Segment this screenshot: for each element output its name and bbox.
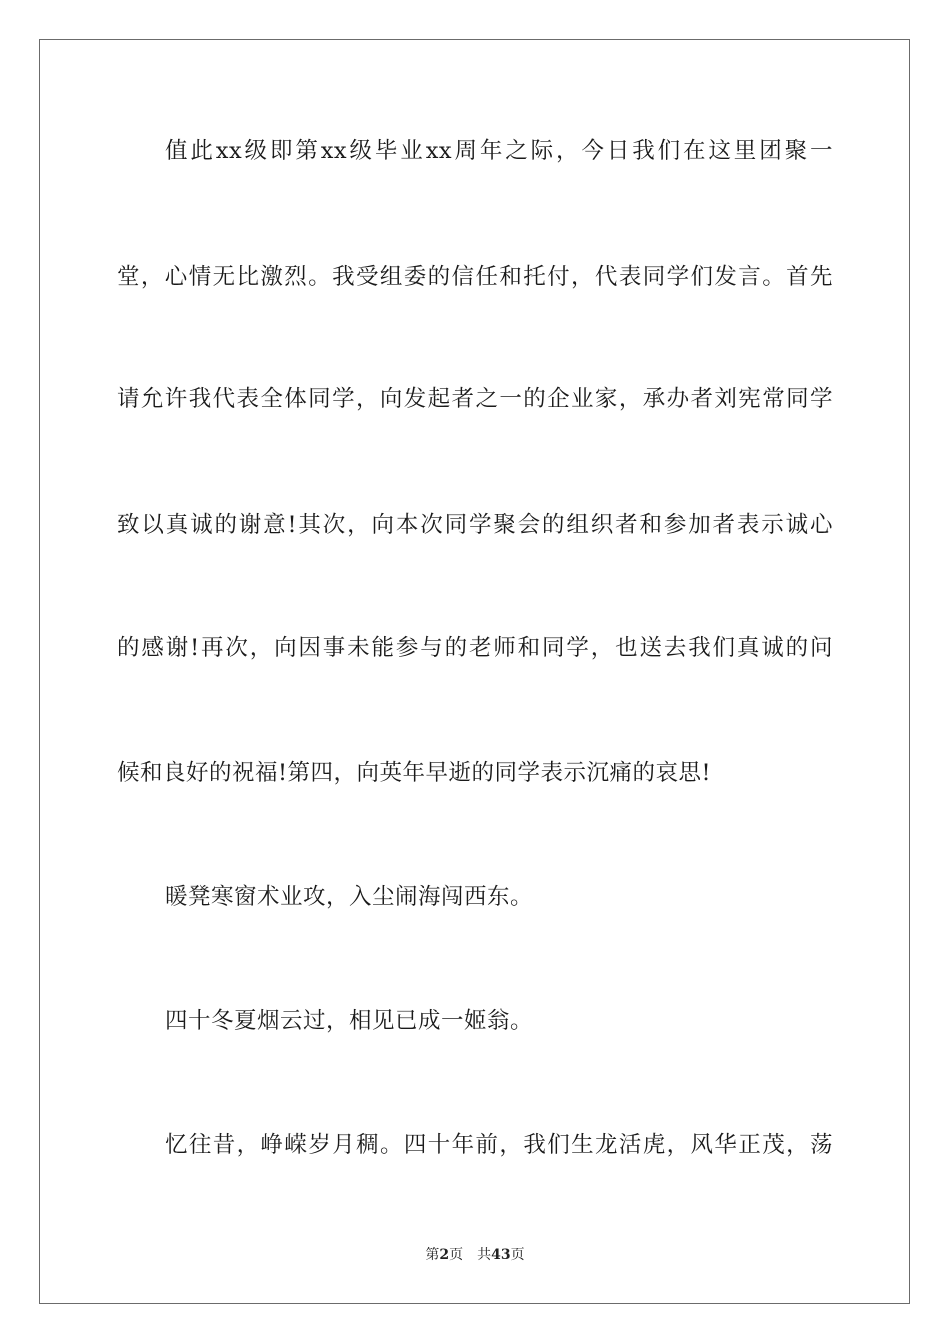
paragraph-1-line-2: 堂，心情无比激烈。我受组委的信任和托付，代表同学们发言。首先 [117,264,833,290]
paragraph-1-line-5: 的感谢!再次，向因事未能参与的老师和同学，也送去我们真诚的问 [117,635,833,661]
paragraph-1-line-6: 候和良好的祝福!第四，向英年早逝的同学表示沉痛的哀思! [117,760,712,786]
page-footer [0,1246,950,1264]
poem-line-1: 暖凳寒窗术业攻，入尘闹海闯西东。 [165,884,534,910]
paragraph-1-line-1: 值此xx级即第xx级毕业xx周年之际，今日我们在这里团聚一 [165,138,833,164]
total-suffix: 页 [510,1247,525,1263]
paragraph-1-line-4: 致以真诚的谢意!其次，向本次同学聚会的组织者和参加者表示诚心 [117,512,833,538]
paragraph-1-line-3: 请允许我代表全体同学，向发起者之一的企业家，承办者刘宪常同学 [117,386,833,412]
total-pages: 43 [491,1247,511,1263]
total-prefix: 共 [477,1247,492,1263]
page-number: 2 [439,1247,450,1263]
paragraph-2-line-1: 忆往昔，峥嵘岁月稠。四十年前，我们生龙活虎，风华正茂，荡 [165,1132,833,1158]
page-suffix: 页 [449,1247,464,1263]
poem-line-2: 四十冬夏烟云过，相见已成一姬翁。 [165,1008,534,1034]
page-prefix: 第 [425,1247,440,1263]
page-border [39,39,910,1304]
